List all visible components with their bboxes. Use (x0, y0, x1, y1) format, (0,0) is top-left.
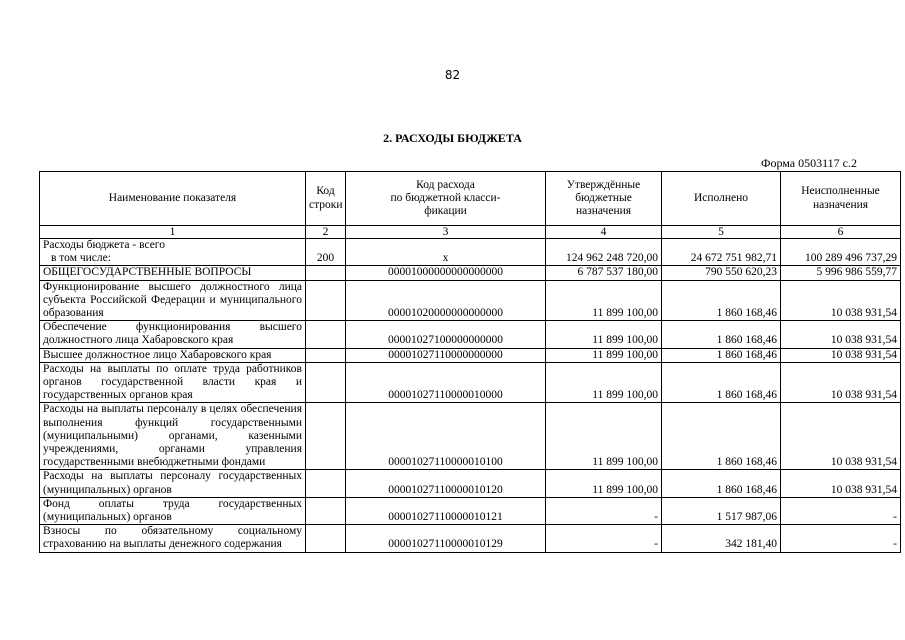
row-approved: 11 899 100,00 (546, 321, 662, 348)
header-line: строки (309, 198, 343, 211)
row-expense-code: 00001027110000010120 (346, 470, 546, 497)
row-expense-code: 00001027110000010121 (346, 497, 546, 524)
row-name: Фонд оплаты труда государственных (муниципальных) органов (40, 497, 306, 524)
row-name: Расходы на выплаты персоналу в целях обеспечения выполнения функций государственными (муниципальными) органами, казенными учреждениями, органами управления государственными внебюджетными фондами (40, 403, 306, 470)
row-name-line1: Расходы бюджета - всего (43, 239, 165, 251)
section-title: 2. РАСХОДЫ БЮДЖЕТА (383, 131, 522, 145)
header-expense-code (346, 172, 546, 226)
header-line-code (306, 172, 346, 226)
row-approved: 11 899 100,00 (546, 280, 662, 321)
row-approved: 11 899 100,00 (546, 362, 662, 403)
column-number: 4 (546, 226, 662, 239)
header-line: по бюджетной класси- (390, 191, 501, 204)
row-name: Расходы на выплаты персоналу государственных (муниципальных) органов (40, 470, 306, 497)
column-number-row (40, 226, 901, 239)
row-name: Функционирование высшего должностного лица субъекта Российской Федерации и муниципального образования (40, 280, 306, 321)
table-row (40, 497, 901, 524)
row-unexecuted: 10 038 931,54 (781, 280, 901, 321)
table-row (40, 239, 901, 266)
row-approved: 11 899 100,00 (546, 470, 662, 497)
header-row (40, 172, 901, 226)
row-unexecuted: 10 038 931,54 (781, 470, 901, 497)
header-line: фикации (424, 205, 467, 218)
table-row (40, 362, 901, 403)
column-number: 1 (40, 226, 306, 239)
expenses-table (39, 171, 901, 553)
page-number: 82 (444, 68, 461, 82)
row-approved: 6 787 537 180,00 (546, 266, 662, 280)
header-unexecuted (781, 172, 901, 226)
row-unexecuted: - (781, 497, 901, 524)
row-expense-code: 00001027110000010000 (346, 362, 546, 403)
row-approved: - (546, 525, 662, 552)
row-approved: 11 899 100,00 (546, 403, 662, 470)
row-executed: 790 550 620,23 (662, 266, 781, 280)
column-number: 2 (306, 226, 346, 239)
row-executed: 1 860 168,46 (662, 321, 781, 348)
row-line-code (306, 362, 346, 403)
row-executed: 1 860 168,46 (662, 362, 781, 403)
row-expense-code: 00001027110000010129 (346, 525, 546, 552)
row-name: Высшее должностное лицо Хабаровского края (40, 348, 306, 362)
row-approved: 124 962 248 720,00 (546, 239, 662, 266)
header-line: Код (316, 185, 335, 198)
row-expense-code: 00001000000000000000 (346, 266, 546, 280)
table-row (40, 525, 901, 552)
row-expense-code: 00001027110000000000 (346, 348, 546, 362)
table-row (40, 470, 901, 497)
row-unexecuted: 100 289 496 737,29 (781, 239, 901, 266)
row-unexecuted: 10 038 931,54 (781, 362, 901, 403)
row-executed: 1 860 168,46 (662, 348, 781, 362)
header-executed (662, 172, 781, 226)
row-line-code (306, 280, 346, 321)
row-line-code (306, 266, 346, 280)
table-row (40, 321, 901, 348)
header-line: Утверждённые (566, 178, 641, 191)
form-code: Форма 0503117 с.2 (760, 156, 857, 170)
header-line: Код расхода (416, 178, 475, 191)
row-unexecuted: - (781, 525, 901, 552)
row-line-code (306, 525, 346, 552)
row-line-code (306, 497, 346, 524)
header-line: назначения (812, 198, 869, 211)
row-unexecuted: 10 038 931,54 (781, 403, 901, 470)
row-executed: 24 672 751 982,71 (662, 239, 781, 266)
row-name: Взносы по обязательному социальному страхованию на выплаты денежного содержания (40, 525, 306, 552)
row-expense-code: 00001027110000010100 (346, 403, 546, 470)
row-executed: 1 517 987,06 (662, 497, 781, 524)
header-line: назначения (575, 205, 632, 218)
column-number: 3 (346, 226, 546, 239)
header-line: Неисполненные (801, 185, 880, 198)
row-unexecuted: 10 038 931,54 (781, 321, 901, 348)
row-line-code (306, 321, 346, 348)
row-line-code (306, 403, 346, 470)
row-line-code (306, 348, 346, 362)
header-line: бюджетные (575, 191, 632, 204)
header-approved (546, 172, 662, 226)
row-expense-code: x (346, 239, 546, 266)
row-unexecuted: 10 038 931,54 (781, 348, 901, 362)
column-number: 5 (662, 226, 781, 239)
row-name: ОБЩЕГОСУДАРСТВЕННЫЕ ВОПРОСЫ (40, 266, 306, 280)
row-line-code: 200 (306, 239, 346, 266)
table-row (40, 266, 901, 280)
row-executed: 1 860 168,46 (662, 280, 781, 321)
row-executed: 1 860 168,46 (662, 470, 781, 497)
row-name: Обеспечение функционирования высшего должностного лица Хабаровского края (40, 321, 306, 348)
row-approved: - (546, 497, 662, 524)
row-expense-code: 00001020000000000000 (346, 280, 546, 321)
row-name (40, 239, 306, 266)
row-approved: 11 899 100,00 (546, 348, 662, 362)
row-name-line2: в том числе: (51, 252, 111, 265)
table-row (40, 280, 901, 321)
header-line: Исполнено (693, 191, 749, 204)
row-expense-code: 00001027100000000000 (346, 321, 546, 348)
header-name (40, 172, 306, 226)
table-row (40, 348, 901, 362)
column-number: 6 (781, 226, 901, 239)
row-name: Расходы на выплаты по оплате труда работников органов государственной власти края и государственных органов края (40, 362, 306, 403)
row-line-code (306, 470, 346, 497)
header-line: Наименование показателя (108, 191, 237, 204)
row-executed: 342 181,40 (662, 525, 781, 552)
table-row (40, 403, 901, 470)
row-unexecuted: 5 996 986 559,77 (781, 266, 901, 280)
row-executed: 1 860 168,46 (662, 403, 781, 470)
